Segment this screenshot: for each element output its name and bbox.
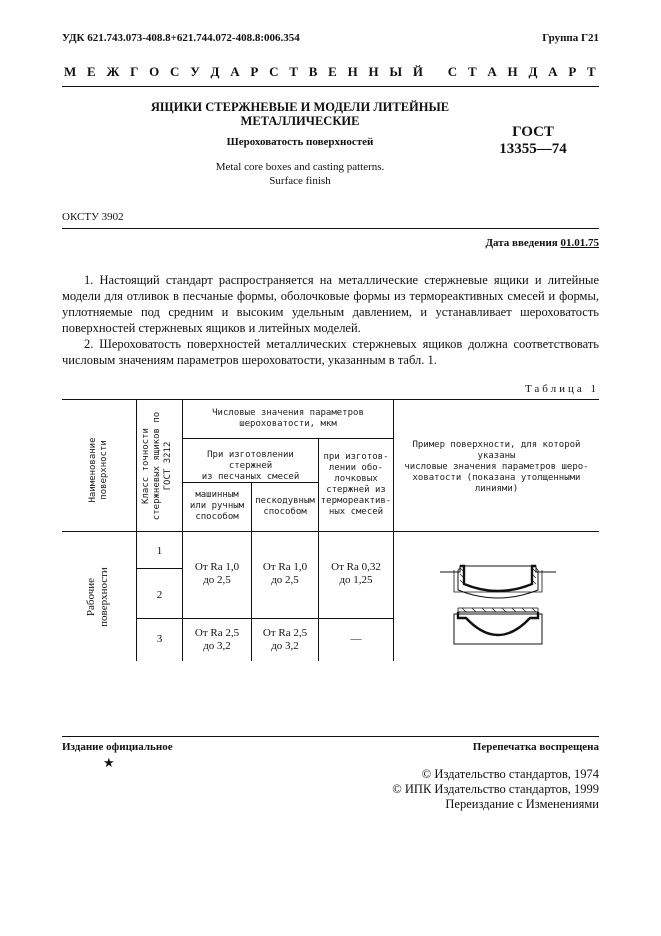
banner-word-2-letter: С bbox=[447, 64, 458, 79]
value-blow-12-line-2: до 2,5 bbox=[271, 574, 299, 586]
class-2: 2 bbox=[156, 589, 163, 601]
header-example-surface bbox=[394, 440, 599, 495]
banner-word-1-letter: Н bbox=[368, 64, 379, 79]
group-code: Группа Г21 bbox=[542, 32, 599, 44]
value-shell-12-line-1: От Ra 0,32 bbox=[331, 561, 381, 573]
core-box-example-drawing bbox=[436, 560, 560, 648]
okstu-rule bbox=[62, 228, 599, 229]
gost-number bbox=[488, 124, 578, 158]
header-manual-line-3: способом bbox=[195, 512, 239, 522]
value-blow-12-line-1: От Ra 1,0 bbox=[262, 561, 308, 573]
header-sand-mixtures bbox=[183, 450, 318, 483]
banner-word-1-letter: Н bbox=[347, 64, 358, 79]
header-manual-line-2: или ручным bbox=[189, 501, 245, 511]
value-shell-12-line-2: до 1,25 bbox=[339, 574, 373, 586]
banner-word-2-letter: Т bbox=[587, 64, 596, 79]
okstu-code: ОКСТУ 3902 bbox=[62, 211, 124, 223]
header-roughness-values bbox=[183, 408, 393, 430]
table-top-border bbox=[62, 399, 599, 400]
banner-word-1-letter: Р bbox=[250, 64, 259, 79]
banner-word-2-letter: Р bbox=[568, 64, 577, 79]
copyright-block bbox=[392, 767, 599, 812]
header-example-line-3: ховатости (показана утолщенными bbox=[412, 473, 581, 483]
header-surface-name bbox=[88, 410, 112, 530]
intro-date bbox=[485, 237, 599, 249]
row-name-line-2: поверхности bbox=[98, 567, 110, 627]
class-3: 3 bbox=[156, 633, 163, 645]
banner-word-1-letter: Й bbox=[412, 64, 424, 79]
value-blow-3-line-2: до 3,2 bbox=[271, 640, 299, 652]
header-sandblow-method bbox=[252, 496, 318, 518]
udk-code: УДК 621.743.073-408.8+621.744.072-408.8:006.354 bbox=[62, 32, 300, 44]
header-shell-line-3: лочковых bbox=[334, 474, 378, 484]
header-sand-line-2: из песчаных смесей bbox=[201, 472, 300, 482]
header-manual-line-1: машинным bbox=[195, 490, 239, 500]
header-shell-mixtures bbox=[319, 452, 393, 518]
official-edition: Издание официальное bbox=[62, 741, 173, 753]
header-accuracy-line-2: стержневых ящиков по bbox=[152, 411, 162, 521]
value-manual-12-line-2: до 2,5 bbox=[203, 574, 231, 586]
header-surface-name-text: Наименование поверхности bbox=[88, 437, 109, 503]
copyright-1974: © Издательство стандартов, 1974 bbox=[421, 767, 599, 781]
banner-word-2-letter: Н bbox=[507, 64, 518, 79]
footer-rule bbox=[62, 736, 599, 737]
banner-word-1-letter: Т bbox=[289, 64, 298, 79]
title-line-2: МЕТАЛЛИЧЕСКИЕ bbox=[240, 114, 360, 128]
value-manual-class-1-2 bbox=[183, 561, 251, 587]
header-accuracy-line-3: ГОСТ 3212 bbox=[163, 441, 173, 491]
table-col-divider-5 bbox=[393, 399, 394, 661]
value-blow-3-line-1: От Ra 2,5 bbox=[262, 627, 308, 639]
header-accuracy-class bbox=[141, 402, 177, 530]
banner-word-1-letter: С bbox=[170, 64, 180, 79]
table-row2-rule bbox=[137, 618, 393, 619]
table-row1-rule bbox=[137, 568, 182, 569]
document-subtitle: Шероховатость поверхностей bbox=[226, 136, 374, 148]
class-1: 1 bbox=[156, 545, 163, 557]
row-working-surfaces bbox=[85, 549, 115, 645]
header-sand-line-1: При изготовлении стержней bbox=[207, 450, 294, 471]
value-shell-class-3: — bbox=[350, 633, 362, 645]
document-title bbox=[80, 100, 520, 128]
banner-word-1-letter: Г bbox=[130, 64, 139, 79]
gost-code: 13355—74 bbox=[499, 141, 567, 157]
table-col-divider-2 bbox=[182, 399, 183, 661]
copyright-1999: © ИПК Издательство стандартов, 1999 bbox=[392, 782, 599, 796]
row-name-line-1: Рабочие bbox=[85, 577, 97, 617]
value-manual-3-line-1: От Ra 2,5 bbox=[194, 627, 240, 639]
header-accuracy-line-1: Класс точности bbox=[141, 428, 151, 504]
header-shell-line-6: ных смесей bbox=[328, 507, 384, 517]
header-example-line-2: числовые значения параметров шеро- bbox=[404, 462, 589, 472]
table-caption: Таблица 1 bbox=[524, 383, 599, 395]
title-line-1: ЯЩИКИ СТЕРЖНЕВЫЕ И МОДЕЛИ ЛИТЕЙНЫЕ bbox=[150, 100, 450, 114]
header-shell-line-5: термореактив- bbox=[320, 496, 392, 506]
value-manual-12-line-1: От Ra 1,0 bbox=[194, 561, 240, 573]
banner-word-1-letter: В bbox=[308, 64, 318, 79]
header-shell-line-1: при изготов- bbox=[323, 452, 389, 462]
value-sandblow-class-3 bbox=[252, 627, 318, 653]
paragraph-1: 1. Настоящий стандарт распространяется на металлические стержневые ящики и литейные модели для отливок в песчаные формы, оболочковые формы из термореактивных смесей и формы, уплотняемые под средним и высоким удельным давлением, и устанавливает шероховатость поверхностей стержневых ящиков и литейных моделей. bbox=[62, 273, 599, 335]
value-manual-class-3 bbox=[183, 627, 251, 653]
value-manual-3-line-2: до 3,2 bbox=[203, 640, 231, 652]
english-title-line-2: Surface finish bbox=[269, 175, 331, 187]
header-shell-line-2: лении обо- bbox=[328, 463, 384, 473]
reissue-note: Переиздание с Изменениями bbox=[445, 797, 599, 811]
header-shell-line-4: стержней из bbox=[326, 485, 386, 495]
reprint-prohibited: Перепечатка воспрещена bbox=[472, 741, 599, 753]
banner-word-1-letter: О bbox=[149, 64, 160, 79]
banner-word-1-letter: Д bbox=[210, 64, 220, 79]
banner-word-2-letter: А bbox=[548, 64, 558, 79]
header-example-line-4: линиями) bbox=[474, 484, 519, 494]
gost-label: ГОСТ bbox=[512, 124, 554, 140]
banner-word-1-letter: У bbox=[190, 64, 200, 79]
star-icon: ★ bbox=[103, 755, 115, 770]
banner-word-1-letter: М bbox=[64, 64, 77, 79]
header-manual-method bbox=[183, 490, 251, 523]
value-sandblow-class-1-2 bbox=[252, 561, 318, 587]
banner-gap bbox=[434, 64, 437, 80]
banner-word-2-letter: Д bbox=[528, 64, 538, 79]
banner-word-1-letter: Е bbox=[87, 64, 96, 79]
banner-rule bbox=[62, 86, 599, 87]
english-title bbox=[80, 160, 520, 188]
intro-date-label: Дата введения bbox=[485, 237, 558, 249]
header-values-line-2: шероховатости, мкм bbox=[239, 419, 337, 429]
header-blow-line-1: пескодувным bbox=[255, 496, 315, 506]
standard-banner bbox=[64, 64, 596, 80]
banner-word-1-letter: Ж bbox=[106, 64, 120, 79]
header-blow-line-2: способом bbox=[263, 507, 307, 517]
banner-word-1-letter: Е bbox=[328, 64, 337, 79]
banner-word-1-letter: С bbox=[269, 64, 279, 79]
table-values-rule bbox=[182, 438, 393, 439]
paragraph-2: 2. Шероховатость поверхностей металлических стержневых ящиков должна соответствовать числовым значениям параметров шероховатости, указанным в табл. 1. bbox=[62, 337, 599, 367]
banner-word-2-letter: Т bbox=[467, 64, 477, 79]
header-example-line-1: Пример поверхности, для которой указаны bbox=[412, 440, 581, 461]
header-values-line-1: Числовые значения параметров bbox=[212, 408, 364, 418]
table-col-divider-1 bbox=[136, 399, 137, 661]
banner-word-2-letter: А bbox=[487, 64, 497, 79]
value-shell-class-1-2 bbox=[319, 561, 393, 587]
banner-word-1-letter: Ы bbox=[389, 64, 403, 79]
banner-word-1-letter: А bbox=[230, 64, 240, 79]
english-title-line-1: Metal core boxes and casting patterns. bbox=[215, 161, 385, 173]
table-header-bottom-border bbox=[62, 531, 599, 532]
intro-date-value: 01.01.75 bbox=[560, 237, 599, 249]
